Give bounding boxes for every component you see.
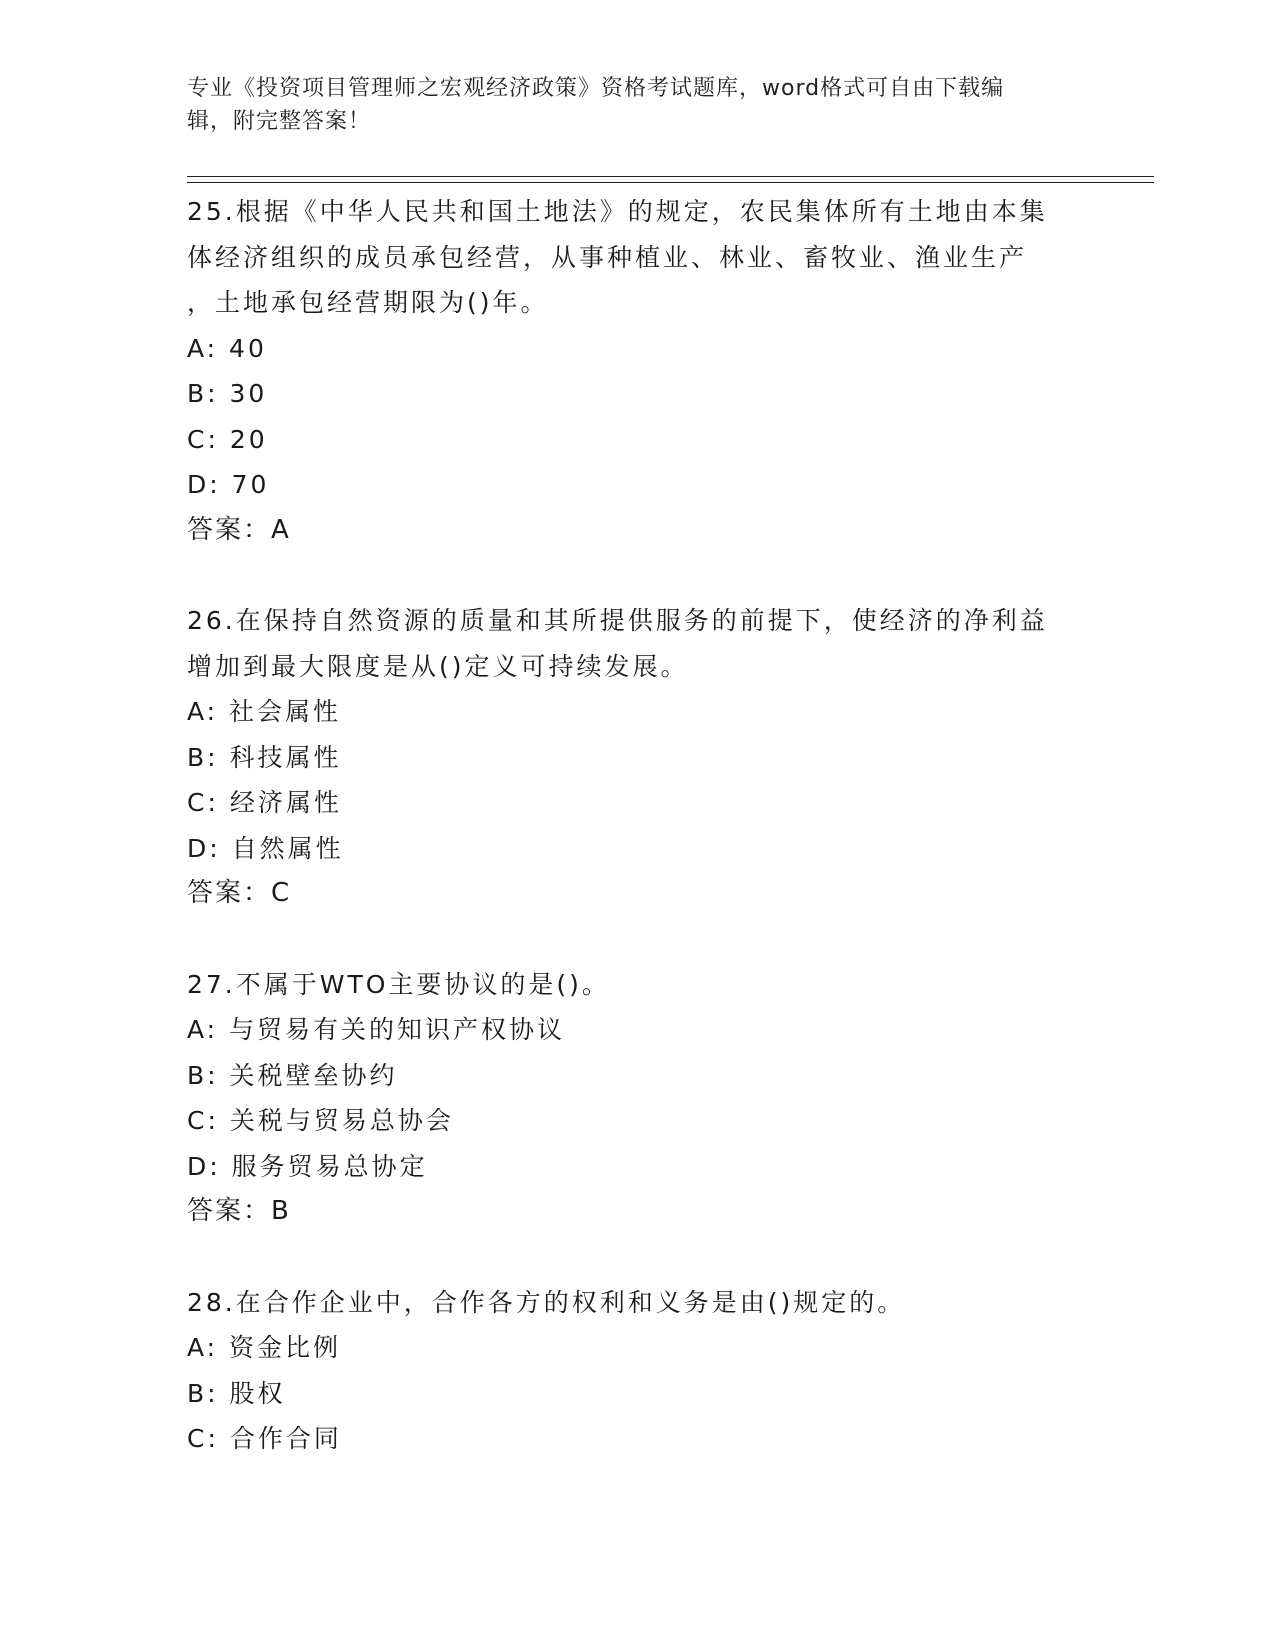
question-stem-line: 27.不属于WTO主要协议的是()。 — [187, 969, 610, 999]
option-c: C: 经济属性 — [187, 788, 342, 817]
question-stem-line: 25.根据《中华人民共和国土地法》的规定，农民集体所有土地由本集 — [187, 197, 1048, 226]
option-d: D: 服务贸易总协定 — [187, 1151, 428, 1181]
header-line-1: 专业《投资项目管理师之宏观经济政策》资格考试题库，word格式可自由下载编 — [187, 76, 1005, 101]
question-spacer — [187, 917, 1087, 962]
option-a: A: 资金比例 — [187, 1333, 342, 1362]
question-28 — [187, 1280, 1087, 1462]
header-divider-bottom — [187, 182, 1154, 183]
question-stem-line: 增加到最大限度是从()定义可持续发展。 — [187, 651, 689, 681]
option-b: B: 30 — [187, 379, 268, 408]
question-spacer — [187, 1235, 1087, 1280]
option-c: C: 20 — [187, 424, 268, 454]
answer-line: 答案：C — [187, 878, 292, 908]
option-b: B: 科技属性 — [187, 742, 342, 772]
question-25 — [187, 189, 1087, 553]
header-divider-top — [187, 176, 1154, 177]
option-c: C: 合作合同 — [187, 1424, 342, 1453]
option-d: D: 70 — [187, 470, 270, 499]
document-header — [187, 72, 1087, 138]
option-c: C: 关税与贸易总协会 — [187, 1106, 454, 1135]
header-line-2: 辑，附完整答案！ — [187, 109, 372, 134]
question-stem-line: 体经济组织的成员承包经营，从事种植业、林业、畜牧业、渔业生产 — [187, 242, 1028, 272]
question-stem-line: 28.在合作企业中，合作各方的权利和义务是由()规定的。 — [187, 1287, 906, 1317]
option-a: A: 社会属性 — [187, 697, 342, 726]
question-27 — [187, 962, 1087, 1235]
answer-line: 答案：A — [187, 514, 291, 545]
question-list — [187, 189, 1087, 1462]
question-stem-line: 26.在保持自然资源的质量和其所提供服务的前提下，使经济的净利益 — [187, 606, 1048, 635]
question-stem-line: ，土地承包经营期限为()年。 — [187, 288, 549, 317]
option-d: D: 自然属性 — [187, 833, 344, 863]
option-b: B: 关税壁垒协约 — [187, 1060, 398, 1090]
answer-line: 答案：B — [187, 1196, 291, 1226]
question-26 — [187, 598, 1087, 917]
question-spacer — [187, 553, 1087, 598]
option-a: A: 40 — [187, 333, 267, 363]
option-a: A: 与贸易有关的知识产权协议 — [187, 1015, 566, 1044]
option-b: B: 股权 — [187, 1378, 286, 1408]
